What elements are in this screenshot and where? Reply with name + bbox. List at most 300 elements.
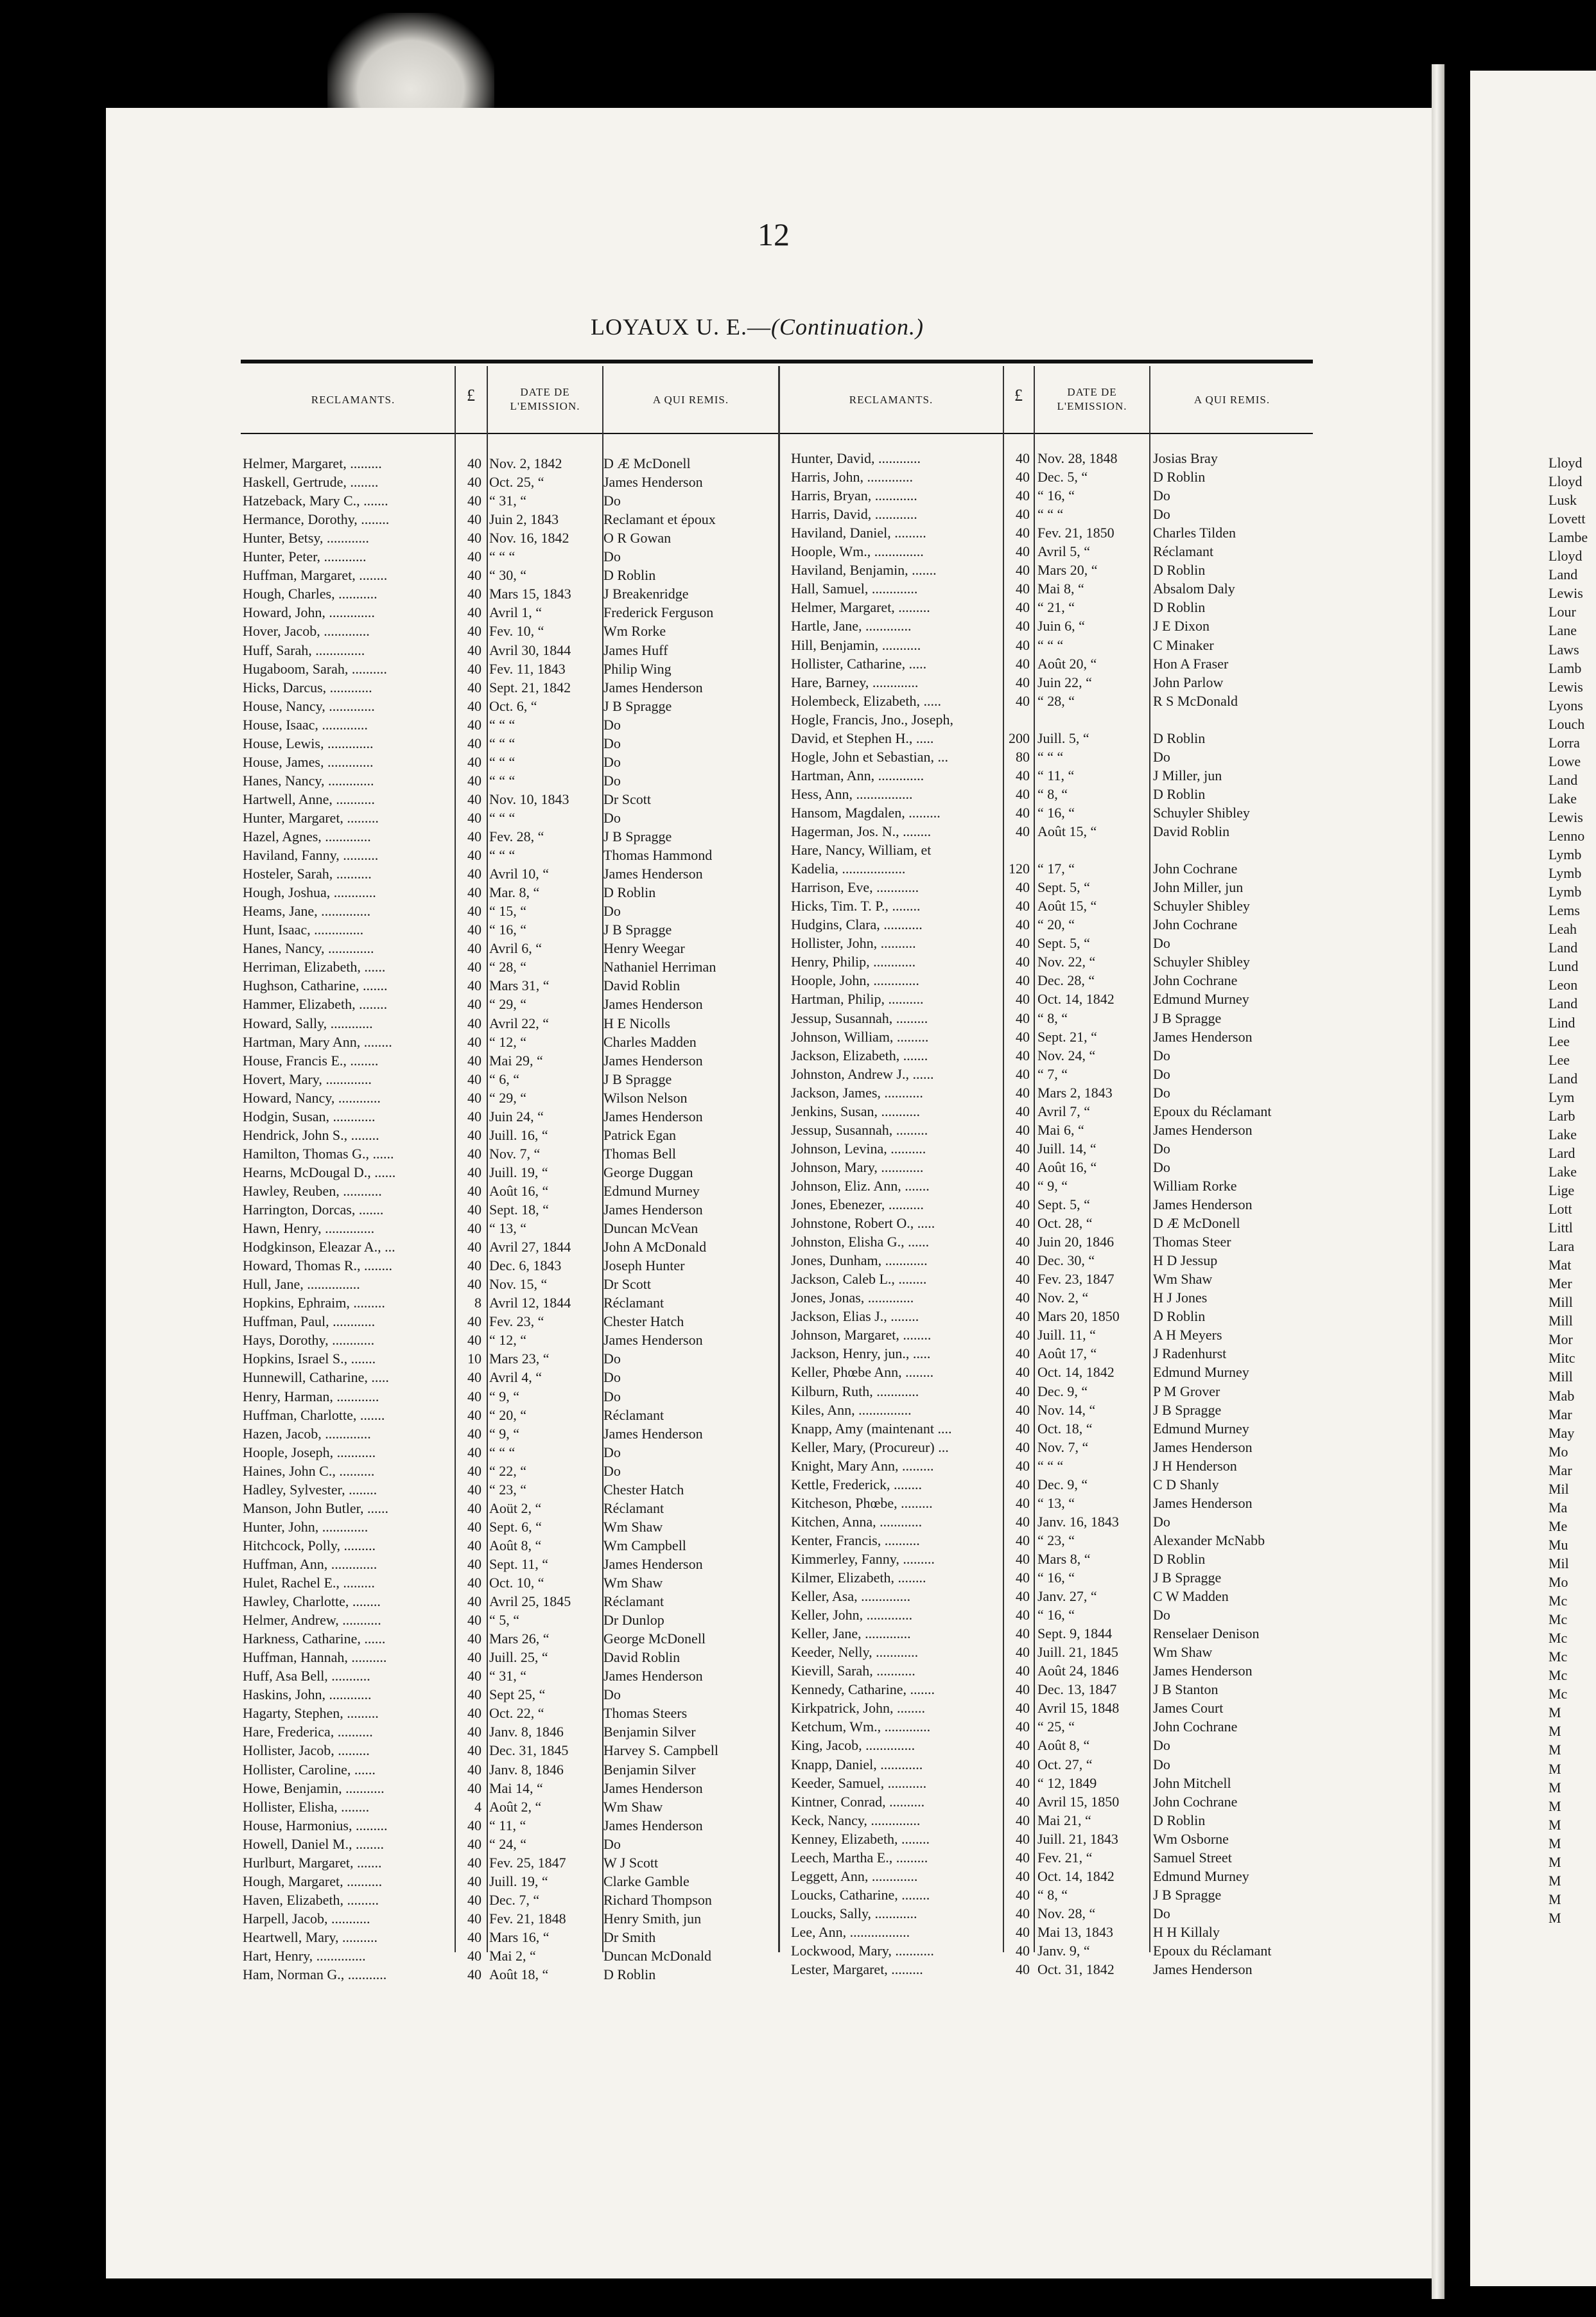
reclamant-name: Keller, Asa, .............. (791, 1588, 911, 1605)
reclamant-name: Lockwood, Mary, ........... (791, 1943, 934, 1959)
reclamant-name: Hart, Henry, .............. (243, 1948, 366, 1964)
facing-page-name: M (1548, 1835, 1561, 1851)
amount-pounds: 40 (1016, 1663, 1030, 1679)
facing-page-name: Lusk (1548, 492, 1577, 509)
amount-pounds: 40 (467, 1724, 481, 1740)
emission-date: “ 5, “ (489, 1612, 520, 1629)
amount-pounds: 40 (467, 922, 481, 938)
table-row (243, 958, 776, 976)
table-row (243, 622, 776, 640)
emission-date: Fev. 23, “ (489, 1313, 544, 1330)
emission-date: Mar. 8, “ (489, 884, 540, 901)
header-pound: £ (1014, 386, 1023, 405)
amount-pounds: 40 (1016, 1084, 1030, 1101)
emission-date: “ 8, “ (1037, 1886, 1068, 1903)
amount-pounds: 40 (1016, 1644, 1030, 1661)
table-row (791, 1326, 1317, 1344)
emission-date: Sept. 21, “ (1037, 1028, 1097, 1045)
reclamant-name: House, Isaac, ............. (243, 716, 368, 733)
table-row (243, 1052, 776, 1070)
table-row (791, 1886, 1317, 1904)
remitted-to: John Miller, jun (1153, 879, 1244, 896)
table-row (791, 1905, 1317, 1923)
remitted-to: Dr Scott (603, 791, 651, 807)
reclamant-name: Lee, Ann, ................. (791, 1923, 910, 1940)
facing-page-name: Louch (1548, 715, 1585, 732)
emission-date: “ “ “ (489, 735, 516, 751)
table-row (243, 902, 776, 920)
reclamant-name: Hagerman, Jos. N., ........ (791, 823, 932, 839)
remitted-to: James Henderson (603, 1108, 703, 1124)
amount-pounds: 40 (467, 1705, 481, 1722)
emission-date: Oct. 25, “ (489, 474, 544, 491)
reclamant-name: Leggett, Ann, ............. (791, 1867, 918, 1884)
emission-date: “ 28, “ (489, 959, 527, 975)
table-row (791, 1587, 1317, 1605)
remitted-to: John Cochrane (1153, 1718, 1238, 1735)
reclamant-name: Hanes, Nancy, ............. (243, 772, 374, 789)
facing-page-name: Lovett (1548, 511, 1586, 527)
reclamant-name: Hollister, John, .......... (791, 935, 916, 952)
amount-pounds: 40 (1016, 1476, 1030, 1492)
remitted-to: H J Jones (1153, 1290, 1208, 1306)
remitted-to: Do (1153, 1065, 1170, 1082)
reclamant-name: Hodgkinson, Eleazar A., ... (243, 1239, 395, 1255)
emission-date: Nov. 22, “ (1037, 954, 1096, 970)
table-row (243, 1611, 776, 1629)
reclamant-name: Hoople, John, ............. (791, 972, 919, 989)
table-row (243, 1817, 776, 1835)
table-row (791, 841, 1317, 859)
reclamant-name: Harris, David, ............ (791, 506, 917, 523)
reclamant-name: Harris, Bryan, ............ (791, 487, 917, 504)
table-row (791, 1214, 1317, 1232)
amount-pounds: 40 (1016, 898, 1030, 914)
facing-page-name: Mar (1548, 1406, 1572, 1422)
emission-date: Mars 20, “ (1037, 562, 1098, 579)
reclamant-name: Knapp, Daniel, ............ (791, 1756, 923, 1772)
emission-date: Fev. 21, 1850 (1037, 525, 1115, 541)
remitted-to: Philip Wing (603, 660, 672, 677)
emission-date: “ 21, “ (1037, 599, 1075, 616)
table-row (243, 753, 776, 771)
emission-date: Mai 14, “ (489, 1779, 543, 1796)
emission-date: Nov. 28, 1848 (1037, 450, 1118, 466)
remitted-to: David Roblin (1153, 823, 1230, 839)
amount-pounds: 40 (1016, 1047, 1030, 1063)
amount-pounds: 40 (1016, 469, 1030, 485)
emission-date: “ 29, “ (489, 1089, 527, 1106)
remitted-to: O R Gowan (603, 530, 672, 546)
facing-page-name: Mc (1548, 1593, 1568, 1609)
reclamant-name: Haven, Elizabeth, ......... (243, 1891, 379, 1908)
remitted-to: William Rorke (1153, 1177, 1237, 1194)
amount-pounds: 40 (467, 493, 481, 509)
amount-pounds: 40 (1016, 1625, 1030, 1642)
remitted-to: Wm Shaw (603, 1518, 663, 1535)
table-row (791, 1047, 1317, 1065)
reclamant-name: Ham, Norman G., ........... (243, 1966, 387, 1983)
table-row (243, 697, 776, 715)
facing-page-name: Larb (1548, 1107, 1575, 1124)
emission-date: Nov. 2, “ (1037, 1290, 1089, 1306)
remitted-to: Duncan McVean (603, 1220, 698, 1237)
table-row (791, 1532, 1317, 1550)
emission-date: Nov. 10, 1843 (489, 791, 569, 807)
table-row (791, 617, 1317, 635)
emission-date: “ 16, “ (1037, 1607, 1075, 1623)
remitted-to: Do (603, 1444, 621, 1460)
emission-date: Juin 20, 1846 (1037, 1234, 1115, 1250)
emission-date: Juill. 16, “ (489, 1126, 548, 1143)
facing-page-name: Me (1548, 1517, 1568, 1534)
table-row (791, 1662, 1317, 1680)
amount-pounds: 40 (1016, 599, 1030, 616)
remitted-to: W J Scott (603, 1854, 659, 1871)
emission-date: “ 29, “ (489, 996, 527, 1013)
remitted-to: James Henderson (603, 1779, 703, 1796)
reclamant-name: Hill, Benjamin, ........... (791, 636, 921, 653)
table-row (243, 1761, 776, 1779)
amount-pounds: 40 (467, 1891, 481, 1908)
table-row (243, 1331, 776, 1349)
remitted-to: Epoux du Réclamant (1153, 1103, 1272, 1119)
remitted-to: Do (1153, 1047, 1170, 1063)
table-row (243, 660, 776, 678)
table-row (243, 455, 776, 473)
emission-date: Nov. 24, “ (1037, 1047, 1096, 1063)
remitted-to: Dr Smith (603, 1928, 656, 1945)
reclamant-name: Huffman, Paul, ............ (243, 1313, 376, 1330)
table-row (243, 1630, 776, 1648)
emission-date: “ 13, “ (1037, 1494, 1075, 1511)
amount-pounds: 8 (474, 1295, 481, 1311)
table-row (791, 1513, 1317, 1531)
remitted-to: James Henderson (603, 1425, 703, 1442)
amount-pounds: 40 (467, 548, 481, 565)
reclamant-name: Hammer, Elizabeth, ........ (243, 996, 388, 1013)
remitted-to: Nathaniel Herriman (603, 959, 716, 975)
remitted-to: Schuyler Shibley (1153, 898, 1250, 914)
remitted-to: Do (603, 772, 621, 789)
reclamant-name: Hearns, McDougal D., ...... (243, 1164, 396, 1180)
facing-page-name: Leah (1548, 921, 1577, 938)
reclamant-name: Hare, Nancy, William, et (791, 842, 932, 859)
amount-pounds: 40 (467, 996, 481, 1013)
reclamant-name: Hurlburt, Margaret, ....... (243, 1854, 382, 1871)
table-row (791, 785, 1317, 803)
emission-date: “ “ “ (489, 753, 516, 770)
amount-pounds: 10 (467, 1351, 481, 1367)
remitted-to: George Duggan (603, 1164, 693, 1180)
header-date (1036, 385, 1148, 414)
facing-page-name: Mill (1548, 1313, 1573, 1329)
remitted-to: James Henderson (603, 1052, 703, 1069)
amount-pounds: 40 (467, 1575, 481, 1591)
table-row (243, 809, 776, 827)
emission-date: “ 8, “ (1037, 785, 1068, 802)
reclamant-name: Hicks, Tim. T. P., ........ (791, 898, 921, 914)
remitted-to: Do (1153, 1756, 1170, 1772)
reclamant-name: Hough, Margaret, .......... (243, 1873, 383, 1889)
emission-date: Mars 20, 1850 (1037, 1308, 1120, 1325)
facing-page-name: Lund (1548, 958, 1579, 975)
amount-pounds: 40 (1016, 1345, 1030, 1362)
remitted-to: James Henderson (603, 1332, 703, 1349)
amount-pounds: 40 (467, 1966, 481, 1983)
reclamant-name: Huffman, Ann, ............. (243, 1555, 377, 1572)
table-row (243, 1910, 776, 1928)
table-row (791, 1177, 1317, 1195)
amount-pounds: 40 (467, 642, 481, 658)
remitted-to: Alexander McNabb (1153, 1532, 1265, 1548)
emission-date: “ 24, “ (489, 1835, 527, 1852)
amount-pounds: 40 (467, 511, 481, 528)
remitted-to: Do (603, 716, 621, 733)
table-row (243, 791, 776, 809)
reclamant-name: Haviland, Daniel, ......... (791, 525, 926, 541)
facing-page-name: Mar (1548, 1462, 1572, 1478)
table-row (243, 1108, 776, 1126)
header-bottom-rule (241, 433, 1313, 434)
emission-date: Avril 15, 1848 (1037, 1700, 1120, 1717)
reclamant-name: Johnson, Mary, ............ (791, 1158, 924, 1175)
remitted-to: Réclamant (603, 1593, 664, 1610)
remitted-to: Do (1153, 506, 1170, 523)
reclamant-name: Hollister, Jacob, ......... (243, 1742, 370, 1759)
amount-pounds: 40 (1016, 1065, 1030, 1082)
amount-pounds: 40 (467, 1313, 481, 1330)
emission-date: Avril 30, 1844 (489, 642, 571, 658)
remitted-to: Do (1153, 1140, 1170, 1157)
table-row (791, 1961, 1317, 1979)
reclamant-name: Johnson, Margaret, ........ (791, 1327, 932, 1343)
emission-date: Fev. 10, “ (489, 623, 544, 640)
emission-date: “ “ “ (489, 809, 516, 826)
table-row (243, 1593, 776, 1611)
table-row (243, 1798, 776, 1816)
remitted-to: James Henderson (603, 1668, 703, 1684)
amount-pounds: 40 (467, 1518, 481, 1535)
table-row (791, 1121, 1317, 1139)
facing-page-name: Lymb (1548, 865, 1582, 882)
remitted-to: P M Grover (1153, 1383, 1220, 1399)
remitted-to: James Henderson (1153, 1663, 1253, 1679)
emission-date: Fev. 25, 1847 (489, 1854, 566, 1871)
remitted-to: Wilson Nelson (603, 1089, 688, 1106)
amount-pounds: 40 (467, 1555, 481, 1572)
facing-page-name: Mc (1548, 1686, 1568, 1702)
amount-pounds: 40 (1016, 1550, 1030, 1567)
amount-pounds: 40 (467, 1182, 481, 1199)
remitted-to: Wm Shaw (1153, 1271, 1213, 1288)
facing-page-name: M (1548, 1853, 1561, 1870)
section-title (591, 313, 924, 340)
amount-pounds: 40 (467, 1015, 481, 1031)
reclamant-name: Huffman, Margaret, ........ (243, 567, 388, 584)
amount-pounds: 40 (1016, 1457, 1030, 1474)
amount-pounds: 40 (467, 1276, 481, 1293)
remitted-to: D Roblin (603, 1966, 656, 1983)
reclamant-name: Keck, Nancy, .............. (791, 1812, 921, 1828)
amount-pounds: 40 (1016, 1383, 1030, 1399)
facing-page-name: Littl (1548, 1220, 1573, 1236)
reclamant-name: Hunter, Betsy, ............ (243, 530, 369, 546)
amount-pounds: 40 (1016, 1867, 1030, 1884)
amount-pounds: 40 (1016, 636, 1030, 653)
amount-pounds: 40 (467, 1537, 481, 1553)
reclamant-name: Harrington, Dorcas, ....... (243, 1202, 384, 1218)
reclamant-name: Jones, Dunham, ............ (791, 1252, 928, 1269)
remitted-to: J B Spragge (603, 828, 672, 844)
table-row (791, 1569, 1317, 1587)
reclamant-name: Harpell, Jacob, ........... (243, 1910, 370, 1927)
emission-date: Juill. 5, “ (1037, 730, 1089, 746)
reclamant-name: Knight, Mary Ann, ......... (791, 1457, 934, 1474)
reclamant-name: Huffman, Charlotte, ....... (243, 1406, 385, 1423)
facing-page-name: Mer (1548, 1275, 1572, 1292)
amount-pounds: 40 (1016, 450, 1030, 466)
emission-date: “ “ “ (489, 772, 516, 789)
remitted-to: Do (603, 1351, 621, 1367)
amount-pounds: 40 (467, 1761, 481, 1778)
header-remis: A QUI REMIS. (652, 394, 729, 406)
amount-pounds: 40 (1016, 1290, 1030, 1306)
reclamant-name: Holembeck, Elizabeth, ..... (791, 692, 941, 709)
table-row (791, 1420, 1317, 1438)
remitted-to: George McDonell (603, 1631, 706, 1647)
reclamant-name: Hollister, Catharine, ..... (791, 655, 927, 672)
table-row (791, 692, 1317, 710)
remitted-to: Wm Campbell (603, 1537, 686, 1553)
facing-page-name: Mil (1548, 1480, 1569, 1497)
emission-date: “ 16, “ (1037, 1569, 1075, 1586)
remitted-to: Epoux du Réclamant (1153, 1943, 1272, 1959)
remitted-to: Dr Dunlop (603, 1612, 664, 1629)
reclamant-name: Johnson, Levina, .......... (791, 1140, 926, 1157)
table-row (791, 1065, 1317, 1083)
reclamant-name: Haviland, Fanny, .......... (243, 847, 379, 864)
table-row (243, 1518, 776, 1536)
amount-pounds: 40 (467, 1388, 481, 1404)
reclamant-name: House, Lewis, ............. (243, 735, 374, 751)
facing-page-name: Lee (1548, 1033, 1570, 1049)
emission-date: Avril 6, “ (489, 940, 542, 957)
remitted-to: Wm Shaw (1153, 1644, 1213, 1661)
facing-page-name: Lymb (1548, 846, 1582, 863)
amount-pounds: 40 (1016, 1737, 1030, 1754)
reclamant-name: Hulet, Rachel E., ......... (243, 1575, 375, 1591)
emission-date: “ 30, “ (489, 567, 527, 584)
reclamant-name: Hough, Charles, ........... (243, 586, 377, 602)
emission-date: Août 16, “ (489, 1182, 549, 1199)
facing-page-name: Lara (1548, 1238, 1575, 1255)
header-date-line1: DATE DE (520, 386, 570, 398)
remitted-to: Josias Bray (1153, 450, 1218, 466)
reclamant-name: Howell, Daniel M., ........ (243, 1835, 384, 1852)
amount-pounds: 40 (1016, 1532, 1030, 1548)
remitted-to: D Roblin (1153, 469, 1206, 485)
emission-date: Fev. 28, “ (489, 828, 544, 844)
reclamant-name: Jackson, Elizabeth, ....... (791, 1047, 928, 1063)
table-row (243, 1555, 776, 1573)
amount-pounds: 40 (1016, 1700, 1030, 1717)
emission-date: Janv. 8, 1846 (489, 1761, 564, 1778)
reclamant-name: Jackson, James, ........... (791, 1084, 923, 1101)
remitted-to: James Henderson (603, 1817, 703, 1833)
amount-pounds: 40 (1016, 674, 1030, 690)
table-row (791, 823, 1317, 841)
facing-page-name: M (1548, 1797, 1561, 1814)
amount-pounds: 40 (1016, 767, 1030, 783)
reclamant-name: Kennedy, Catharine, ....... (791, 1681, 935, 1698)
table-row (791, 1289, 1317, 1307)
remitted-to: Do (1153, 1513, 1170, 1530)
table-row (243, 921, 776, 939)
emission-date: “ “ “ (1037, 748, 1064, 765)
reclamant-name: Hendrick, John S., ........ (243, 1126, 379, 1143)
reclamant-name: Loucks, Catharine, ........ (791, 1886, 930, 1903)
reclamant-name: Hogle, Francis, Jno., Joseph, (791, 711, 953, 728)
amount-pounds: 40 (467, 791, 481, 807)
header-pound: £ (467, 386, 476, 405)
table-row (243, 995, 776, 1013)
table-row (791, 748, 1317, 766)
header-reclamants: RECLAMANTS. (311, 394, 395, 406)
emission-date: Juin 2, 1843 (489, 511, 559, 528)
table-row (243, 865, 776, 883)
remitted-to: Thomas Bell (603, 1145, 677, 1162)
facing-page-name: M (1548, 1779, 1561, 1796)
reclamant-name: Harris, John, ............. (791, 469, 914, 485)
amount-pounds: 40 (1016, 1177, 1030, 1194)
remitted-to: Réclamant (603, 1295, 664, 1311)
amount-pounds: 40 (1016, 879, 1030, 896)
emission-date: Avril 15, 1850 (1037, 1793, 1120, 1810)
reclamant-name: Hunt, Isaac, .............. (243, 922, 364, 938)
reclamant-name: Hopkins, Ephraim, ......... (243, 1295, 385, 1311)
reclamant-name: Haskins, John, ............ (243, 1686, 372, 1703)
amount-pounds: 40 (1016, 1494, 1030, 1511)
amount-pounds: 40 (1016, 1438, 1030, 1455)
table-row (791, 636, 1317, 654)
emission-date: Avril 22, “ (489, 1015, 550, 1031)
remitted-to: J B Spragge (1153, 1010, 1222, 1026)
facing-page-name: Mor (1548, 1331, 1573, 1348)
amount-pounds: 40 (467, 586, 481, 602)
remitted-to: Patrick Egan (603, 1126, 677, 1143)
remitted-to: Schuyler Shibley (1153, 804, 1250, 821)
facing-page-name: Lenno (1548, 828, 1585, 844)
table-row (791, 730, 1317, 748)
table-row (791, 1103, 1317, 1121)
table-row (791, 1457, 1317, 1475)
amount-pounds: 40 (467, 1332, 481, 1349)
table-row (243, 1182, 776, 1200)
emission-date: Avril 4, “ (489, 1369, 542, 1386)
facing-page-name: Mill (1548, 1294, 1573, 1311)
amount-pounds: 40 (1016, 1513, 1030, 1530)
table-row (243, 604, 776, 622)
reclamant-name: Herriman, Elizabeth, ...... (243, 959, 386, 975)
facing-page-name: M (1548, 1872, 1561, 1889)
remitted-to: J B Spragge (603, 697, 672, 714)
remitted-to: Richard Thompson (603, 1891, 712, 1908)
emission-date: Août 15, “ (1037, 823, 1097, 839)
table-row (243, 1966, 776, 1984)
remitted-to: Do (603, 1835, 621, 1852)
remitted-to: Reclamant et époux (603, 511, 716, 528)
